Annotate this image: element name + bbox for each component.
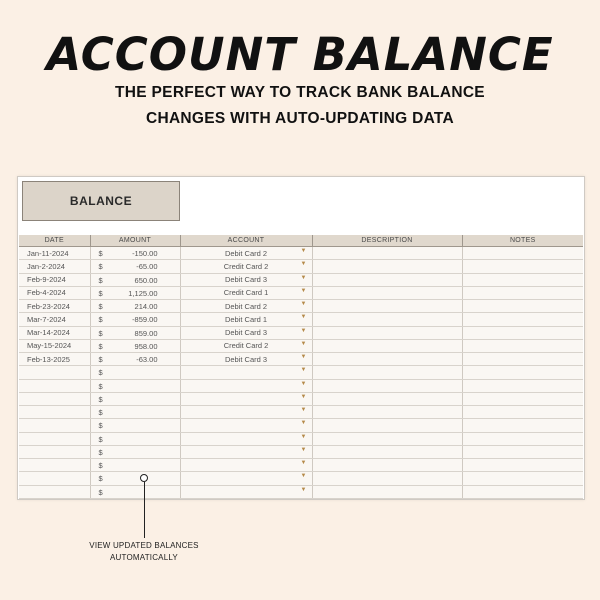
dropdown-arrow-icon[interactable]: ▼	[300, 486, 307, 493]
amount-value: -859.00	[132, 315, 158, 325]
account-dropdown[interactable]	[180, 339, 312, 352]
table-row	[19, 379, 583, 392]
account-dropdown[interactable]	[180, 472, 312, 485]
amount-cell[interactable]	[90, 459, 180, 472]
amount-cell[interactable]	[90, 353, 180, 366]
description-cell[interactable]	[312, 260, 462, 273]
account-dropdown[interactable]	[180, 247, 312, 260]
currency-symbol: $	[98, 421, 103, 431]
account-dropdown[interactable]	[180, 445, 312, 458]
amount-cell[interactable]	[90, 300, 180, 313]
account-dropdown[interactable]	[180, 379, 312, 392]
currency-symbol: $	[98, 474, 103, 484]
table-row	[19, 406, 583, 419]
amount-cell[interactable]	[90, 286, 180, 299]
dropdown-arrow-icon[interactable]: ▼	[300, 287, 307, 294]
date-cell[interactable]: Feb-13-2025	[19, 353, 90, 366]
amount-cell[interactable]	[90, 273, 180, 286]
date-cell[interactable]	[19, 366, 90, 379]
table-row	[19, 273, 583, 286]
amount-value: -63.00	[136, 355, 158, 364]
transactions-table	[19, 235, 583, 499]
table-row	[19, 339, 583, 352]
table-row	[19, 392, 583, 405]
notes-cell[interactable]	[462, 273, 583, 286]
subtitle-line-1: THE PERFECT WAY TO TRACK BANK BALANCE	[115, 84, 485, 101]
table-row	[19, 260, 583, 273]
currency-symbol: $	[98, 461, 103, 470]
description-cell[interactable]	[312, 406, 462, 419]
notes-cell[interactable]	[462, 485, 583, 498]
table-row	[19, 459, 583, 472]
account-dropdown[interactable]	[180, 392, 312, 405]
notes-cell[interactable]	[462, 326, 583, 339]
callout-line-2: AUTOMATICALLY	[110, 553, 178, 562]
column-header-description: DESCRIPTION	[312, 235, 462, 247]
date-cell[interactable]: Jan-2-2024	[19, 260, 90, 273]
currency-symbol: $	[98, 262, 103, 272]
table-row	[19, 485, 583, 498]
amount-value: 650.00	[134, 275, 158, 285]
notes-cell[interactable]	[462, 419, 583, 432]
notes-cell[interactable]	[462, 260, 583, 273]
amount-cell[interactable]	[90, 247, 180, 260]
table-header-row	[19, 235, 583, 247]
amount-cell[interactable]	[90, 445, 180, 458]
account-value: Debit Card 3	[224, 354, 268, 364]
account-dropdown[interactable]	[180, 366, 312, 379]
description-cell[interactable]	[312, 300, 462, 313]
dropdown-arrow-icon[interactable]: ▼	[300, 380, 307, 387]
description-cell[interactable]	[312, 379, 462, 392]
account-dropdown[interactable]	[180, 313, 312, 326]
date-cell[interactable]	[19, 432, 90, 445]
account-dropdown[interactable]	[180, 273, 312, 286]
dropdown-arrow-icon[interactable]: ▼	[300, 473, 307, 480]
callout-marker-icon	[140, 474, 148, 482]
account-dropdown[interactable]	[180, 459, 312, 472]
amount-cell[interactable]	[90, 260, 180, 273]
account-dropdown[interactable]	[180, 286, 312, 299]
date-cell[interactable]: Jan-11-2024	[19, 247, 90, 260]
table-row	[19, 313, 583, 326]
date-cell[interactable]: Mar-7-2024	[19, 313, 90, 326]
date-cell[interactable]: May-15-2024	[19, 339, 90, 352]
amount-value: 859.00	[134, 328, 158, 338]
account-value: Credit Card 2	[223, 341, 269, 351]
currency-symbol: $	[98, 341, 103, 351]
column-header-date: DATE	[19, 235, 90, 247]
table-row	[19, 366, 583, 379]
account-value: Credit Card 1	[223, 288, 269, 298]
notes-cell[interactable]	[462, 247, 583, 260]
date-cell[interactable]	[19, 392, 90, 405]
table-row	[19, 445, 583, 458]
notes-cell[interactable]	[462, 445, 583, 458]
page-title: ACCOUNT BALANCE	[46, 28, 554, 81]
account-value: Debit Card 3	[224, 275, 268, 285]
currency-symbol: $	[98, 381, 103, 391]
amount-cell[interactable]	[90, 326, 180, 339]
currency-symbol: $	[98, 447, 103, 457]
subtitle-line-2: CHANGES WITH AUTO-UPDATING DATA	[145, 110, 455, 127]
description-cell[interactable]	[312, 339, 462, 352]
date-cell[interactable]	[19, 459, 90, 472]
amount-cell[interactable]	[90, 379, 180, 392]
spreadsheet	[17, 176, 585, 500]
description-cell[interactable]	[312, 485, 462, 498]
dropdown-arrow-icon[interactable]: ▼	[300, 393, 307, 400]
date-cell[interactable]	[19, 485, 90, 498]
date-cell[interactable]: Mar-14-2024	[19, 326, 90, 339]
date-cell[interactable]: Feb-23-2024	[19, 300, 90, 313]
currency-symbol: $	[98, 275, 103, 285]
currency-symbol: $	[98, 487, 103, 497]
notes-cell[interactable]	[462, 366, 583, 379]
column-header-notes: NOTES	[462, 235, 583, 247]
amount-cell[interactable]	[90, 339, 180, 352]
date-cell[interactable]: Feb-4-2024	[19, 286, 90, 299]
column-header-amount: AMOUNT	[90, 235, 180, 247]
column-header-account: ACCOUNT	[180, 235, 312, 247]
callout-text	[64, 540, 224, 564]
dropdown-arrow-icon[interactable]: ▼	[300, 460, 307, 466]
balance-cell[interactable]: BALANCE	[22, 181, 180, 221]
account-dropdown[interactable]	[180, 406, 312, 419]
notes-cell[interactable]	[462, 432, 583, 445]
currency-symbol: $	[98, 249, 103, 258]
dropdown-arrow-icon[interactable]: ▼	[300, 314, 307, 321]
currency-symbol: $	[98, 408, 103, 417]
table-row	[19, 300, 583, 313]
date-cell[interactable]	[19, 472, 90, 485]
dropdown-arrow-icon[interactable]: ▼	[300, 274, 307, 281]
currency-symbol: $	[98, 394, 103, 404]
callout-line	[144, 482, 145, 538]
date-cell[interactable]	[19, 379, 90, 392]
description-cell[interactable]	[312, 392, 462, 405]
currency-symbol: $	[98, 368, 103, 378]
notes-cell[interactable]	[462, 379, 583, 392]
description-cell[interactable]	[312, 445, 462, 458]
dropdown-arrow-icon[interactable]: ▼	[300, 420, 307, 427]
account-value: Debit Card 2	[224, 248, 268, 258]
currency-symbol: $	[98, 288, 103, 298]
description-cell[interactable]	[312, 273, 462, 286]
account-dropdown[interactable]	[180, 260, 312, 273]
dropdown-arrow-icon[interactable]: ▼	[300, 327, 307, 334]
currency-symbol: $	[98, 328, 103, 338]
date-cell[interactable]	[19, 419, 90, 432]
account-dropdown[interactable]	[180, 326, 312, 339]
amount-cell[interactable]	[90, 432, 180, 445]
dropdown-arrow-icon[interactable]: ▼	[300, 354, 307, 360]
description-cell[interactable]	[312, 432, 462, 445]
currency-symbol: $	[98, 355, 103, 364]
notes-cell[interactable]	[462, 353, 583, 366]
date-cell[interactable]	[19, 445, 90, 458]
account-value: Credit Card 2	[223, 261, 269, 271]
notes-cell[interactable]	[462, 392, 583, 405]
amount-value: 1,125.00	[128, 288, 158, 298]
amount-cell[interactable]	[90, 392, 180, 405]
amount-cell[interactable]	[90, 406, 180, 419]
amount-value: -65.00	[136, 262, 158, 272]
callout-line-1: VIEW UPDATED BALANCES	[89, 541, 199, 550]
account-value: Debit Card 3	[224, 328, 268, 338]
description-cell[interactable]	[312, 459, 462, 472]
currency-symbol: $	[98, 302, 103, 311]
description-cell[interactable]	[312, 326, 462, 339]
table-row	[19, 353, 583, 366]
account-value: Debit Card 2	[224, 301, 268, 311]
description-cell[interactable]	[312, 419, 462, 432]
table-row	[19, 326, 583, 339]
account-dropdown[interactable]	[180, 300, 312, 313]
dropdown-arrow-icon[interactable]: ▼	[300, 248, 307, 254]
currency-symbol: $	[98, 434, 103, 444]
account-dropdown[interactable]	[180, 485, 312, 498]
notes-cell[interactable]	[462, 300, 583, 313]
notes-cell[interactable]	[462, 313, 583, 326]
currency-symbol: $	[98, 315, 103, 325]
description-cell[interactable]	[312, 366, 462, 379]
description-cell[interactable]	[312, 353, 462, 366]
notes-cell[interactable]	[462, 472, 583, 485]
amount-cell[interactable]	[90, 366, 180, 379]
amount-value: 958.00	[134, 341, 158, 351]
amount-cell[interactable]	[90, 419, 180, 432]
table-row	[19, 472, 583, 485]
amount-value: 214.00	[134, 302, 158, 311]
table-row	[19, 432, 583, 445]
description-cell[interactable]	[312, 313, 462, 326]
amount-cell[interactable]	[90, 472, 180, 485]
dropdown-arrow-icon[interactable]: ▼	[300, 301, 307, 307]
account-dropdown[interactable]	[180, 432, 312, 445]
notes-cell[interactable]	[462, 339, 583, 352]
dropdown-arrow-icon[interactable]: ▼	[300, 340, 307, 347]
description-cell[interactable]	[312, 472, 462, 485]
table-row	[19, 286, 583, 299]
account-value: Debit Card 1	[224, 314, 268, 324]
account-dropdown[interactable]	[180, 353, 312, 366]
table-row	[19, 419, 583, 432]
date-cell[interactable]: Feb-9-2024	[19, 273, 90, 286]
dropdown-arrow-icon[interactable]: ▼	[300, 367, 307, 374]
dropdown-arrow-icon[interactable]: ▼	[300, 261, 307, 268]
table-row	[19, 247, 583, 260]
account-dropdown[interactable]	[180, 419, 312, 432]
notes-cell[interactable]	[462, 286, 583, 299]
description-cell[interactable]	[312, 286, 462, 299]
notes-cell[interactable]	[462, 459, 583, 472]
dropdown-arrow-icon[interactable]: ▼	[300, 446, 307, 453]
dropdown-arrow-icon[interactable]: ▼	[300, 407, 307, 413]
notes-cell[interactable]	[462, 406, 583, 419]
amount-cell[interactable]	[90, 313, 180, 326]
amount-value: -150.00	[132, 249, 158, 258]
dropdown-arrow-icon[interactable]: ▼	[300, 433, 307, 440]
description-cell[interactable]	[312, 247, 462, 260]
amount-cell[interactable]	[90, 485, 180, 498]
date-cell[interactable]	[19, 406, 90, 419]
